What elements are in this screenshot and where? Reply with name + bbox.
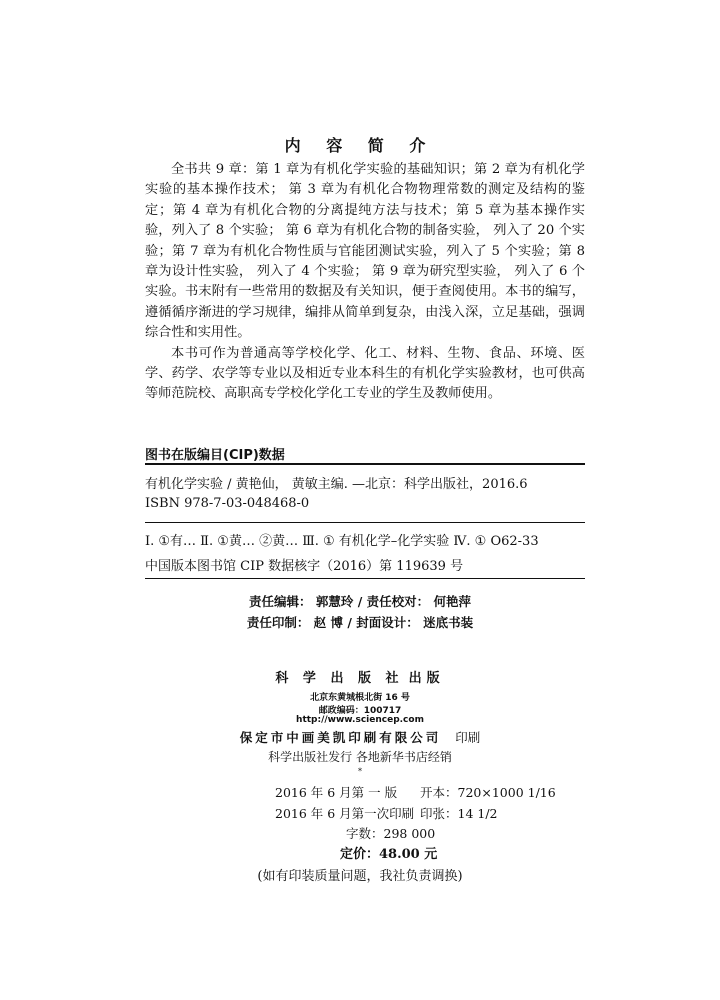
intro-paragraph: 本书可作为普通高等学校化学、化工、材料、生物、食品、环境、医学、药学、农学等专业以及相近专业本科生的有机化学实验教材，也可供高等师范院校、高职高专学校化学化工专业的学生及教师使用。 [145,345,585,402]
sheets-info: 印张：14 1/2 [420,806,498,821]
intro-body [145,160,585,405]
cip-heading: 图书在版编目(CIP)数据 [145,448,285,463]
cip-title-line: 有机化学实验 / 黄艳仙， 黄敏主编. —北京：科学出版社，2016.6 [145,477,528,492]
edition-info: 2016 年 6 月第 一 版 [275,785,398,800]
publisher-postcode: 邮政编码：100717 [318,706,402,716]
printing-info: 2016 年 6 月第一次印刷 [275,806,415,821]
cip-classification: Ⅰ. ①有… Ⅱ. ①黄… ②黄… Ⅲ. ① 有机化学–化学实验 Ⅳ. ① O62-33 [145,534,539,549]
format-info: 开本：720×1000 1/16 [420,785,556,800]
publisher-suffix: 出版 [408,671,445,686]
intro-paragraph: 全书共 9 章：第 1 章为有机化学实验的基础知识；第 2 章为有机化学实验的基本操作技术； 第 3 章为有机化合物物理常数的测定及结构的鉴定；第 4 章为有机化合物的分离提纯方法与技术；第 5 章为基本操作实验，列入了 8 个实验； 第 6 章为有机化合物的制备实验， 列入了 20 个实验；第 7 章为有机化合物性质与官能团测试实验，列入了 5 个实验；第 8 章为设计性实验， 列入了 4 个实验； 第 9 章为研究型实验， 列入了 6 个实验。书末附有一些常用的数据及有关知识，便于查阅使用。本书的编写，遵循循序渐进的学习规律，编排从简单到复杂，由浅入深，立足基础，强调综合性和实用性。 [145,162,585,341]
printer-suffix: 印刷 [455,730,481,745]
intro-title: 内 容 简 介 [284,136,436,155]
cip-isbn: ISBN 978-7-03-048468-0 [145,496,310,511]
quality-note: (如有印装质量问题，我社负责调换) [257,869,463,884]
publisher-line [0,667,720,686]
separator-star: * [358,767,362,776]
publisher-name: 科 学 出 版 社 [275,671,404,686]
word-count: 字数：298 000 [346,826,436,841]
publisher-address: 北京东黄城根北街 16 号 [310,693,410,703]
printer-name: 保定市中画美凯印刷有限公司 [239,730,442,745]
cip-divider [145,522,585,523]
cip-top-rule [145,463,585,465]
cip-bottom-rule [145,578,585,579]
publisher-website: http://www.sciencep.com [296,715,424,725]
printer-line [0,727,720,746]
distribution-line: 科学出版社发行 各地新华书店经销 [268,750,452,764]
price: 定价：48.00 元 [340,847,438,862]
staff-line-editors: 责任编辑： 郭慧玲 / 责任校对： 何艳萍 [249,594,471,609]
cip-record-number: 中国版本图书馆 CIP 数据核字（2016）第 119639 号 [145,559,464,574]
staff-line-production: 责任印制： 赵 博 / 封面设计： 迷底书装 [246,615,474,630]
